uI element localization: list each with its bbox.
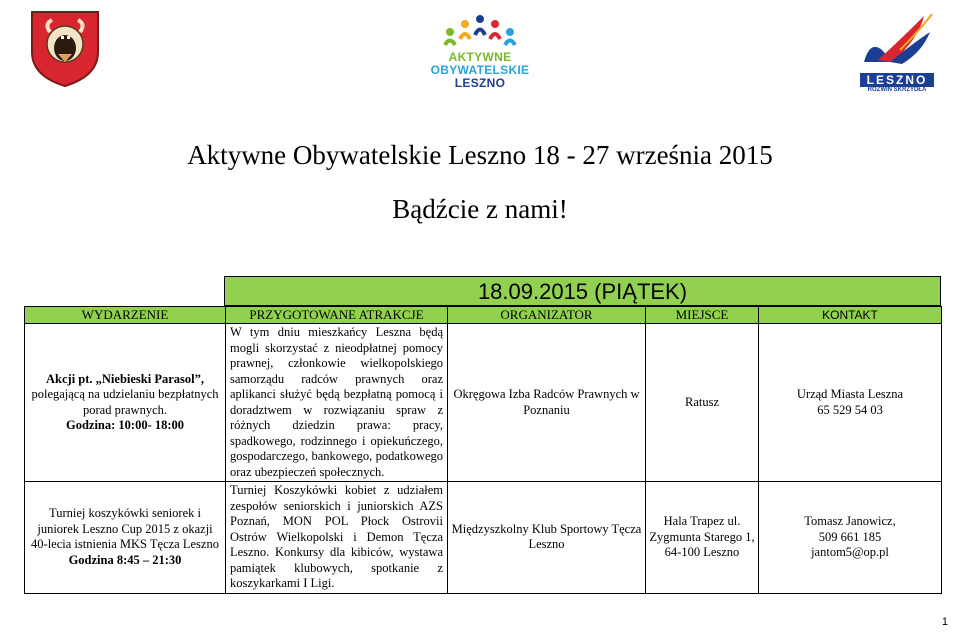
place-cell	[646, 482, 759, 594]
contact-line: Urząd Miasta Leszna	[796, 387, 904, 401]
logo-leszno-text: LESZNO	[860, 73, 934, 87]
date-band: 18.09.2015 (PIĄTEK)	[224, 276, 941, 306]
event-time: Godzina 8:45 – 21:30	[68, 552, 182, 567]
place-line: 64-100 Leszno	[664, 545, 740, 559]
attractions-cell: Turniej Koszykówki kobiet z udziałem zespołów seniorskich i juniorskich AZS Poznań, MON POL Płock Ostrovii Ostrów Wielkopolski i Demon Tęcza Leszno. Konkursy dla kibiców, wystawa pamiątek klubowych, spotkanie z koszykarkami I Ligi.	[226, 482, 448, 594]
logo-word-2: OBYWATELSKIE	[430, 63, 530, 77]
logo-slogan-text: ROZWIŃ SKRZYDŁA	[867, 87, 927, 93]
page-title: Aktywne Obywatelskie Leszno 18 - 27 września 2015	[187, 140, 773, 170]
event-description: polegającą na udzielaniu bezpłatnych porad prawnych.	[31, 387, 219, 417]
event-name: Akcji pt. „Niebieski Parasol”,	[46, 371, 204, 386]
contact-phone: 65 529 54 03	[817, 402, 883, 417]
event-cell	[25, 482, 226, 594]
contact-cell	[759, 324, 942, 482]
contact-line: Tomasz Janowicz,	[804, 514, 896, 528]
header-organizer: ORGANIZATOR	[448, 307, 646, 324]
logo-word-3: LESZNO	[454, 76, 506, 90]
place-line: Zygmunta Starego 1,	[649, 529, 755, 544]
page-subtitle: Bądźcie z nami!	[392, 194, 568, 224]
table-row	[25, 482, 942, 594]
page-number: 1	[941, 616, 948, 628]
event-cell	[25, 324, 226, 482]
aktywne-obywatelskie-leszno-logo	[425, 6, 535, 94]
header-event: WYDARZENIE	[25, 307, 226, 324]
contact-cell	[759, 482, 942, 594]
contact-phone: 509 661 185	[818, 529, 882, 544]
organizer-cell: Międzyszkolny Klub Sportowy Tęcza Leszno	[448, 482, 646, 594]
event-name: Turniej koszykówki seniorek i juniorek Leszno Cup 2015 z okazji 40-lecia istnienia MKS Tęcza Leszno	[31, 506, 219, 552]
place-line: Hala Trapez ul.	[663, 514, 741, 528]
wings-icon	[860, 10, 934, 68]
people-figures-icon	[425, 6, 535, 46]
place-cell: Ratusz	[646, 324, 759, 482]
event-time: Godzina: 10:00- 18:00	[65, 418, 185, 432]
leszno-coat-of-arms-logo	[24, 6, 106, 88]
logo-word-1: AKTYWNE	[448, 50, 512, 64]
table-header-row	[25, 307, 942, 324]
events-table	[24, 306, 942, 594]
contact-email: jantom5@op.pl	[811, 545, 889, 559]
leszno-city-logo	[860, 10, 934, 93]
attractions-cell: W tym dniu mieszkańcy Leszna będą mogli skorzystać z nieodpłatnej pomocy prawnej, członkowie wielkopolskiego samorządu radców prawnych oraz aplikanci służyć będą bezpłatną pomocą i doradztwem w rozwiązaniu spraw z różnych dziedzin prawa: pracy, spadkowego, rodzinnego i opiekuńczego, gospodarczego, bankowego, podatkowego oraz ubezpieczeń społecznych.	[226, 324, 448, 482]
header-place: MIEJSCE	[646, 307, 759, 324]
table-row	[25, 324, 942, 482]
header-attractions: PRZYGOTOWANE ATRAKCJE	[226, 307, 448, 324]
header-contact: KONTAKT	[759, 307, 942, 324]
coat-of-arms-icon	[24, 6, 106, 88]
organizer-cell: Okręgowa Izba Radców Prawnych w Poznaniu	[448, 324, 646, 482]
